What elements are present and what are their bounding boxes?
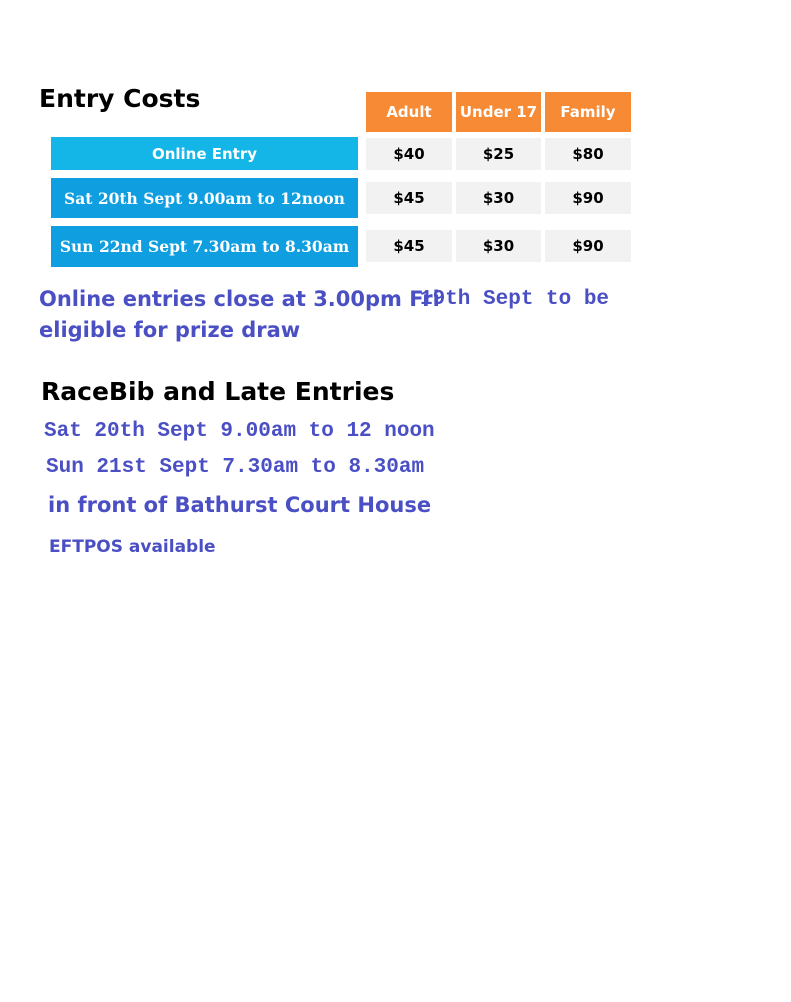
racebib-saturday: Sat 20th Sept 9.00am to 12 noon (44, 420, 435, 443)
eftpos-note: EFTPOS available (49, 537, 216, 557)
price-cell: $45 (366, 182, 452, 214)
price-cell: $90 (545, 230, 631, 262)
price-cell: $40 (366, 138, 452, 170)
price-cell: $80 (545, 138, 631, 170)
price-cell: $45 (366, 230, 452, 262)
column-header-under-17: Under 17 (456, 92, 541, 132)
online-close-date: 19th Sept to be (420, 288, 610, 311)
racebib-sunday: Sun 21st Sept 7.30am to 8.30am (46, 456, 425, 479)
racebib-title: RaceBib and Late Entries (41, 377, 395, 406)
racebib-location: in front of Bathurst Court House (48, 493, 432, 517)
row-label-online-entry: Online Entry (51, 137, 358, 170)
column-header-family: Family (545, 92, 631, 132)
online-close-notice: Online entries close at 3.00pm Fri (39, 287, 440, 311)
column-header-adult: Adult (366, 92, 452, 132)
price-cell: $25 (456, 138, 541, 170)
entry-costs-title: Entry Costs (39, 84, 201, 113)
price-cell: $90 (545, 182, 631, 214)
price-cell: $30 (456, 182, 541, 214)
price-cell: $30 (456, 230, 541, 262)
prize-draw-notice: eligible for prize draw (39, 318, 301, 342)
row-label-sunday: Sun 22nd Sept 7.30am to 8.30am (51, 226, 358, 267)
row-label-saturday: Sat 20th Sept 9.00am to 12noon (51, 178, 358, 218)
